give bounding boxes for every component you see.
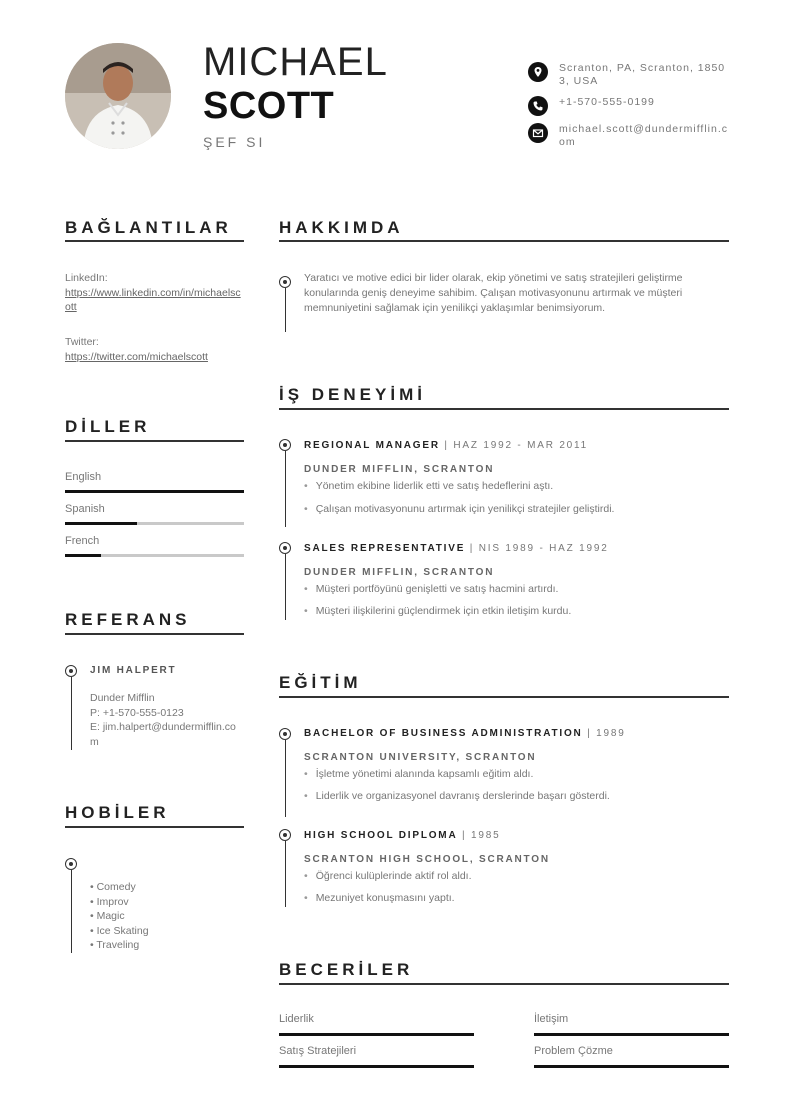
phone-text[interactable]: +1-570-555-0199 — [559, 96, 655, 108]
reference-email[interactable]: E: jim.halpert@dundermifflin.com — [90, 721, 236, 748]
reference-company: Dunder Mifflin — [90, 692, 155, 704]
skill-level-bar — [534, 1033, 729, 1036]
language-level-fill — [65, 554, 101, 557]
reference-details — [90, 691, 250, 749]
bullet-dot: • — [90, 910, 97, 922]
experience-company: DUNDER MIFFLIN, SCRANTON — [304, 567, 495, 578]
divider — [279, 408, 729, 410]
address-text: Scranton, PA, Scranton, 18503, USA — [559, 62, 726, 87]
experience-header: SALES REPRESENTATIVE | NIS 1989 - HAZ 1992 — [304, 543, 609, 554]
link-twitter — [65, 335, 245, 364]
bullet-dot: • — [90, 924, 97, 937]
divider — [65, 440, 244, 442]
phone-icon — [528, 96, 548, 116]
timeline-marker — [279, 829, 291, 841]
last-name: SCOTT — [203, 85, 335, 127]
timeline-line — [71, 870, 73, 953]
education-bullet: • Öğrenci kulüplerinde aktif rol aldı. — [304, 870, 472, 882]
experience-bullet: • Yönetim ekibine liderlik etti ve satış hedeflerini aştı. — [304, 480, 553, 492]
language-label: Spanish — [65, 503, 105, 515]
experience-bullet: • Müşteri ilişkilerini güçlendirmek için etkin iletişim kurdu. — [304, 605, 571, 617]
hobby-item — [90, 924, 149, 939]
skill-level-fill — [534, 1065, 729, 1068]
skill-label: Problem Çözme — [534, 1045, 613, 1057]
education-header: BACHELOR OF BUSINESS ADMINISTRATION | 1989 — [304, 728, 626, 739]
bullet-dot: • — [90, 939, 97, 951]
skill-level-fill — [279, 1065, 474, 1068]
section-title-languages: DİLLER — [65, 417, 151, 436]
education-school: SCRANTON HIGH SCHOOL, SCRANTON — [304, 854, 550, 865]
language-level-bar — [65, 522, 244, 525]
reference-name: JIM HALPERT — [90, 665, 177, 676]
language-level-fill — [65, 490, 244, 493]
reference-phone: P: +1-570-555-0123 — [90, 706, 184, 719]
about-text: Yaratıcı ve motive edici bir lider olarak, ekip yönetimi ve satış stratejileri geliştirme konularında geniş deneyime sahibim. Çalışan motivasyonunu artırmak ve müşteri memnuniyetini sağlamak için yenilikçi yaklaşımlar benimsiyorum. — [304, 272, 683, 314]
language-label: French — [65, 535, 100, 547]
section-title-links: BAĞLANTILAR — [65, 218, 232, 237]
timeline-line — [285, 288, 287, 332]
language-level-bar — [65, 490, 244, 493]
skill-level-fill — [279, 1033, 474, 1036]
timeline-marker — [279, 439, 291, 451]
timeline-line — [71, 677, 73, 750]
timeline-marker — [65, 858, 77, 870]
first-name: MICHAEL — [203, 40, 388, 84]
hobby-text: Magic — [96, 910, 125, 922]
job-title: ŞEF SI — [203, 134, 266, 150]
section-title-education: EĞİTİM — [279, 673, 362, 692]
chef-portrait-icon — [65, 43, 171, 149]
timeline-line — [285, 451, 287, 527]
section-title-about: HAKKIMDA — [279, 218, 404, 237]
link-label: Twitter: — [65, 336, 99, 348]
linkedin-url[interactable]: https://www.linkedin.com/in/michaelscott — [65, 286, 241, 313]
language-level-fill — [65, 522, 137, 525]
education-school: SCRANTON UNIVERSITY, SCRANTON — [304, 752, 537, 763]
language-level-bar — [65, 554, 244, 557]
skill-level-bar — [534, 1065, 729, 1068]
contact-address — [528, 62, 729, 88]
education-bullet: • Liderlik ve organizasyonel davranış derslerinde başarı gösterdi. — [304, 790, 610, 802]
experience-bullet: • Müşteri portföyünü genişletti ve satış hacmini artırdı. — [304, 583, 558, 595]
timeline-marker — [279, 276, 291, 288]
hobby-item — [90, 909, 149, 924]
email-text[interactable]: michael.scott@dundermifflin.com — [559, 123, 729, 148]
language-label: English — [65, 471, 102, 483]
hobby-list — [90, 880, 149, 953]
hobby-item — [90, 895, 149, 910]
divider — [65, 240, 244, 242]
link-linkedin — [65, 271, 245, 315]
timeline-line — [285, 841, 287, 907]
section-title-references: REFERANS — [65, 610, 191, 629]
contact-email — [528, 123, 729, 149]
skill-label: İletişim — [534, 1013, 569, 1025]
timeline-marker — [279, 728, 291, 740]
education-bullet: • Mezuniyet konuşmasını yaptı. — [304, 892, 455, 904]
section-title-hobbies: HOBİLER — [65, 803, 170, 822]
bullet-dot: • — [90, 881, 97, 893]
section-title-skills: BECERİLER — [279, 960, 414, 979]
divider — [65, 633, 244, 635]
experience-bullet: • Çalışan motivasyonunu artırmak için yenilikçi stratejiler geliştirdi. — [304, 503, 614, 515]
twitter-url[interactable]: https://twitter.com/michaelscott — [65, 350, 208, 363]
hobby-item — [90, 938, 149, 953]
hobby-text: Comedy — [96, 881, 136, 893]
skill-level-bar — [279, 1065, 474, 1068]
skill-level-bar — [279, 1033, 474, 1036]
divider — [65, 826, 244, 828]
link-label: LinkedIn: — [65, 272, 108, 284]
timeline-marker — [65, 665, 77, 677]
hobby-text: Traveling — [96, 939, 140, 951]
contact-phone — [528, 96, 729, 116]
skill-label: Satış Stratejileri — [279, 1045, 357, 1057]
mail-icon — [528, 123, 548, 143]
divider — [279, 240, 729, 242]
hobby-text: Improv — [96, 895, 129, 908]
divider — [279, 696, 729, 698]
education-header: HIGH SCHOOL DIPLOMA | 1985 — [304, 830, 501, 841]
timeline-line — [285, 740, 287, 817]
profile-photo — [65, 43, 171, 149]
education-bullet: • İşletme yönetimi alanında kapsamlı eğitim aldı. — [304, 768, 533, 780]
experience-company: DUNDER MIFFLIN, SCRANTON — [304, 464, 495, 475]
divider — [279, 983, 729, 985]
map-pin-icon — [528, 62, 548, 82]
timeline-line — [285, 554, 287, 620]
timeline-marker — [279, 542, 291, 554]
hobby-item — [90, 880, 149, 895]
bullet-dot: • — [90, 895, 97, 908]
experience-header: REGIONAL MANAGER | HAZ 1992 - MAR 2011 — [304, 440, 589, 451]
section-title-experience: İŞ DENEYİMİ — [279, 385, 426, 404]
skill-label: Liderlik — [279, 1013, 314, 1025]
hobby-text: Ice Skating — [96, 924, 149, 937]
skill-level-fill — [534, 1033, 729, 1036]
